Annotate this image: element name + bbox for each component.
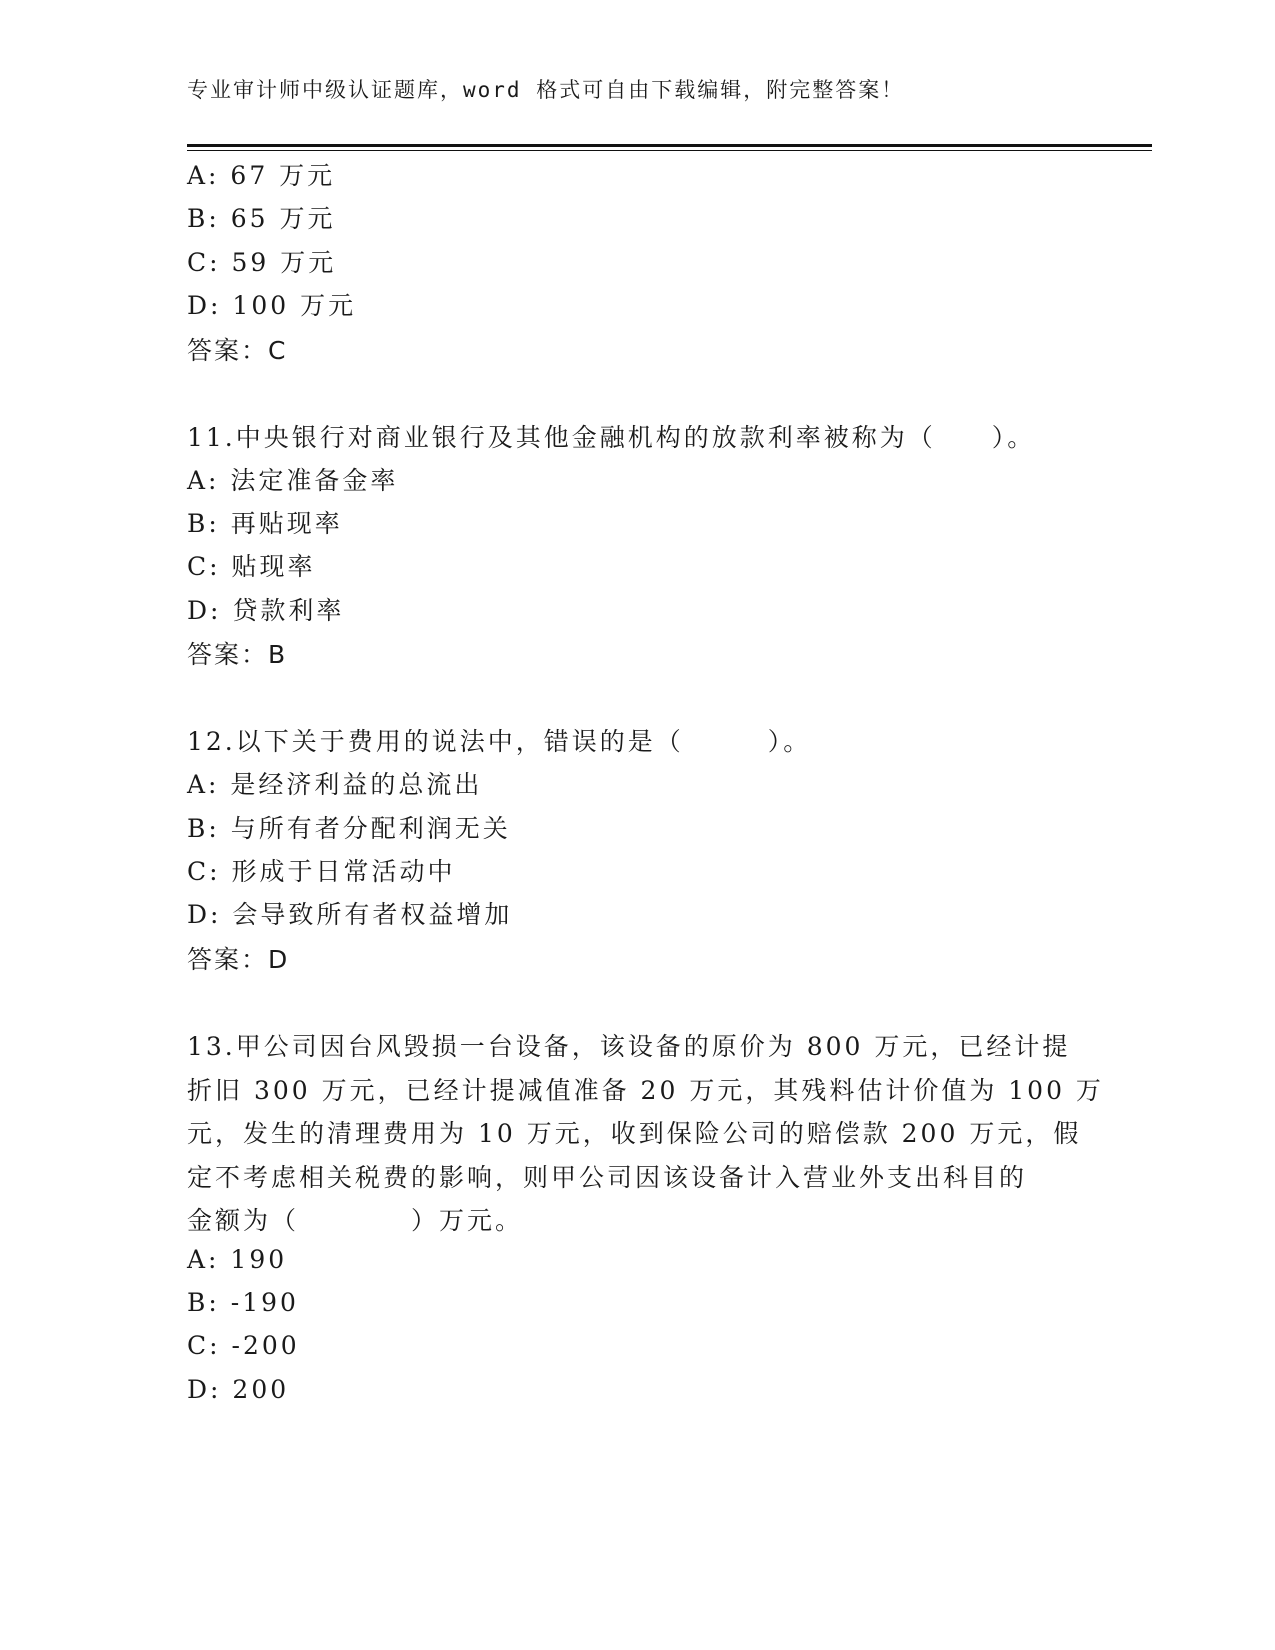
- q13-stem-line-3: 元，发生的清理费用为 10 万元，收到保险公司的赔偿款 200 万元，假: [187, 1119, 1082, 1148]
- q13-option-a: A: 190: [187, 1245, 288, 1274]
- q13-stem-line-2: 折旧 300 万元，已经计提减值准备 20 万元，其残料估计价值为 100 万: [187, 1076, 1104, 1105]
- q11-option-a: A: 法定准备金率: [187, 466, 399, 495]
- q13-stem-line-5: 金额为（ ）万元。: [187, 1206, 524, 1235]
- q10-option-c: C: 59 万元: [187, 248, 337, 277]
- q13-option-c: C: -200: [187, 1331, 300, 1360]
- q12-option-d: D: 会导致所有者权益增加: [187, 900, 513, 929]
- q11-option-d: D: 贷款利率: [187, 596, 345, 625]
- q11-answer: 答案：B: [187, 640, 288, 669]
- q13-stem-line-1: 13.甲公司因台风毁损一台设备，该设备的原价为 800 万元，已经计提: [187, 1032, 1071, 1061]
- q12-stem: 12.以下关于费用的说法中，错误的是（ ）。: [187, 727, 812, 756]
- q13-option-d: D: 200: [187, 1375, 290, 1404]
- q13-stem-line-4: 定不考虑相关税费的影响，则甲公司因该设备计入营业外支出科目的: [187, 1163, 1028, 1192]
- q12-option-c: C: 形成于日常活动中: [187, 857, 456, 886]
- q12-option-a: A: 是经济利益的总流出: [187, 770, 483, 799]
- q12-option-b: B: 与所有者分配利润无关: [187, 814, 511, 843]
- q10-answer: 答案：C: [187, 336, 288, 365]
- header-divider-thick: [187, 144, 1152, 147]
- q11-option-b: B: 再贴现率: [187, 509, 343, 538]
- q10-option-d: D: 100 万元: [187, 291, 357, 320]
- q10-option-a: A: 67 万元: [187, 161, 336, 190]
- q10-option-b: B: 65 万元: [187, 204, 336, 233]
- q13-option-b: B: -190: [187, 1288, 299, 1317]
- q11-stem: 11.中央银行对商业银行及其他金融机构的放款利率被称为（ ）。: [187, 423, 1036, 452]
- header-divider-thin: [187, 150, 1152, 151]
- page-header: 专业审计师中级认证题库，word 格式可自由下载编辑，附完整答案！: [187, 78, 905, 102]
- q11-option-c: C: 贴现率: [187, 552, 316, 581]
- q12-answer: 答案：D: [187, 945, 290, 974]
